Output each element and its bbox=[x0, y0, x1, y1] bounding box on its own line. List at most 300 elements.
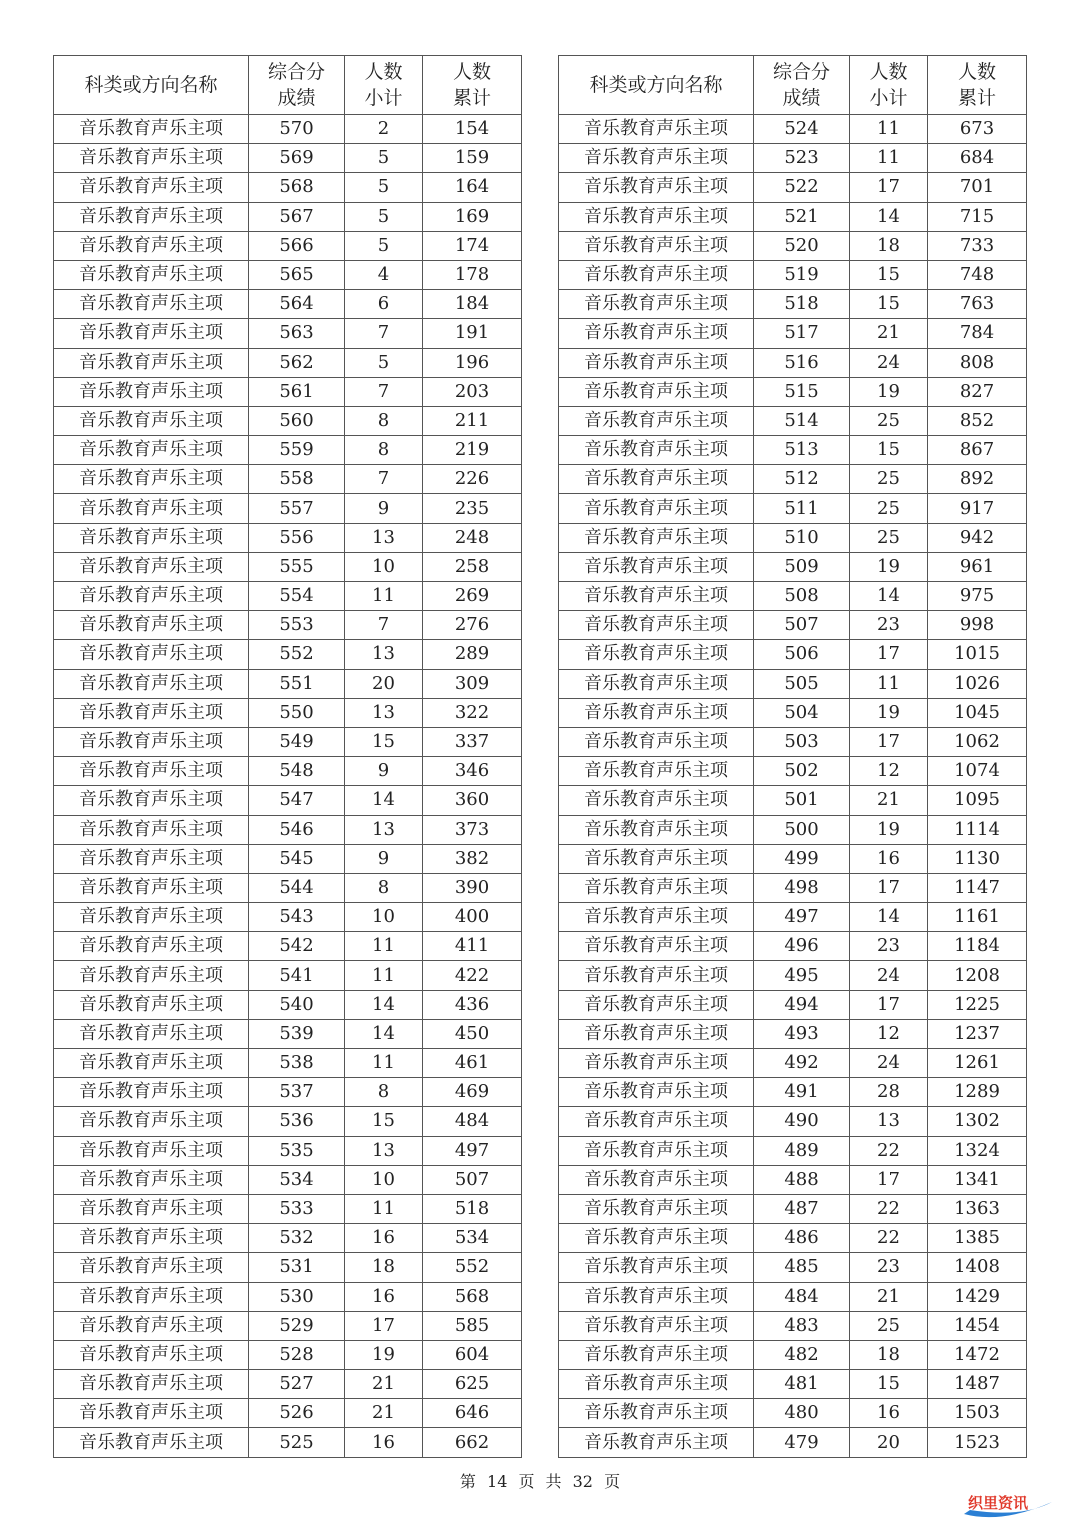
count-cell: 16 bbox=[345, 1428, 423, 1457]
count-cell: 16 bbox=[345, 1224, 423, 1253]
cumulative-cell: 211 bbox=[423, 406, 522, 435]
score-cell: 546 bbox=[249, 815, 345, 844]
cumulative-cell: 1261 bbox=[928, 1049, 1027, 1078]
cumulative-cell: 1184 bbox=[928, 932, 1027, 961]
cumulative-cell: 748 bbox=[928, 260, 1027, 289]
score-cell: 505 bbox=[754, 669, 850, 698]
cumulative-cell: 289 bbox=[423, 640, 522, 669]
score-cell: 568 bbox=[249, 173, 345, 202]
category-cell: 音乐教育声乐主项 bbox=[54, 1399, 249, 1428]
category-cell: 音乐教育声乐主项 bbox=[559, 1224, 754, 1253]
header-name: 科类或方向名称 bbox=[54, 56, 249, 115]
score-cell: 537 bbox=[249, 1078, 345, 1107]
score-cell: 549 bbox=[249, 727, 345, 756]
category-cell: 音乐教育声乐主项 bbox=[54, 1107, 249, 1136]
score-cell: 524 bbox=[754, 115, 850, 144]
count-cell: 16 bbox=[850, 844, 928, 873]
count-cell: 5 bbox=[345, 144, 423, 173]
category-cell: 音乐教育声乐主项 bbox=[559, 815, 754, 844]
table-row bbox=[54, 757, 522, 786]
cumulative-cell: 1114 bbox=[928, 815, 1027, 844]
count-cell: 5 bbox=[345, 173, 423, 202]
count-cell: 14 bbox=[345, 786, 423, 815]
table-row bbox=[54, 1370, 522, 1399]
cumulative-cell: 258 bbox=[423, 552, 522, 581]
count-cell: 24 bbox=[850, 348, 928, 377]
count-cell: 19 bbox=[850, 698, 928, 727]
table-row bbox=[54, 1428, 522, 1457]
score-cell: 529 bbox=[249, 1311, 345, 1340]
score-cell: 487 bbox=[754, 1194, 850, 1223]
category-cell: 音乐教育声乐主项 bbox=[54, 406, 249, 435]
count-cell: 15 bbox=[850, 436, 928, 465]
score-cell: 520 bbox=[754, 231, 850, 260]
cumulative-cell: 1045 bbox=[928, 698, 1027, 727]
table-row bbox=[559, 611, 1027, 640]
watermark-logo bbox=[962, 1488, 1058, 1520]
header-name: 科类或方向名称 bbox=[559, 56, 754, 115]
score-cell: 510 bbox=[754, 523, 850, 552]
category-cell: 音乐教育声乐主项 bbox=[54, 202, 249, 231]
category-cell: 音乐教育声乐主项 bbox=[559, 552, 754, 581]
count-cell: 14 bbox=[850, 582, 928, 611]
category-cell: 音乐教育声乐主项 bbox=[54, 1019, 249, 1048]
category-cell: 音乐教育声乐主项 bbox=[54, 552, 249, 581]
count-cell: 21 bbox=[850, 319, 928, 348]
score-cell: 530 bbox=[249, 1282, 345, 1311]
count-cell: 19 bbox=[850, 377, 928, 406]
table-row bbox=[559, 231, 1027, 260]
count-cell: 14 bbox=[850, 202, 928, 231]
count-cell: 19 bbox=[850, 552, 928, 581]
category-cell: 音乐教育声乐主项 bbox=[559, 202, 754, 231]
score-cell: 531 bbox=[249, 1253, 345, 1282]
cumulative-cell: 975 bbox=[928, 582, 1027, 611]
table-row bbox=[54, 786, 522, 815]
cumulative-cell: 646 bbox=[423, 1399, 522, 1428]
cumulative-cell: 360 bbox=[423, 786, 522, 815]
cumulative-cell: 763 bbox=[928, 290, 1027, 319]
cumulative-cell: 673 bbox=[928, 115, 1027, 144]
category-cell: 音乐教育声乐主项 bbox=[559, 115, 754, 144]
score-cell: 488 bbox=[754, 1165, 850, 1194]
count-cell: 8 bbox=[345, 406, 423, 435]
category-cell: 音乐教育声乐主项 bbox=[559, 1049, 754, 1078]
category-cell: 音乐教育声乐主项 bbox=[559, 844, 754, 873]
score-cell: 551 bbox=[249, 669, 345, 698]
count-cell: 17 bbox=[850, 727, 928, 756]
cumulative-cell: 1225 bbox=[928, 990, 1027, 1019]
table-row bbox=[559, 815, 1027, 844]
score-cell: 541 bbox=[249, 961, 345, 990]
category-cell: 音乐教育声乐主项 bbox=[54, 1224, 249, 1253]
count-cell: 18 bbox=[345, 1253, 423, 1282]
category-cell: 音乐教育声乐主项 bbox=[54, 1078, 249, 1107]
cumulative-cell: 1487 bbox=[928, 1370, 1027, 1399]
category-cell: 音乐教育声乐主项 bbox=[559, 1194, 754, 1223]
category-cell: 音乐教育声乐主项 bbox=[54, 1428, 249, 1457]
cumulative-cell: 1062 bbox=[928, 727, 1027, 756]
table-row bbox=[559, 903, 1027, 932]
score-cell: 501 bbox=[754, 786, 850, 815]
count-cell: 10 bbox=[345, 1165, 423, 1194]
category-cell: 音乐教育声乐主项 bbox=[54, 115, 249, 144]
count-cell: 28 bbox=[850, 1078, 928, 1107]
table-row bbox=[54, 348, 522, 377]
score-cell: 526 bbox=[249, 1399, 345, 1428]
category-cell: 音乐教育声乐主项 bbox=[54, 1311, 249, 1340]
count-cell: 23 bbox=[850, 611, 928, 640]
count-cell: 13 bbox=[345, 523, 423, 552]
score-cell: 494 bbox=[754, 990, 850, 1019]
table-row bbox=[54, 1136, 522, 1165]
cumulative-cell: 461 bbox=[423, 1049, 522, 1078]
table-row bbox=[54, 377, 522, 406]
table-row bbox=[559, 786, 1027, 815]
count-cell: 23 bbox=[850, 932, 928, 961]
cumulative-cell: 382 bbox=[423, 844, 522, 873]
table-row bbox=[559, 1019, 1027, 1048]
count-cell: 15 bbox=[850, 290, 928, 319]
category-cell: 音乐教育声乐主项 bbox=[559, 173, 754, 202]
count-cell: 11 bbox=[345, 961, 423, 990]
count-cell: 17 bbox=[850, 173, 928, 202]
table-row bbox=[559, 348, 1027, 377]
score-cell: 540 bbox=[249, 990, 345, 1019]
category-cell: 音乐教育声乐主项 bbox=[559, 1340, 754, 1369]
count-cell: 7 bbox=[345, 465, 423, 494]
count-cell: 8 bbox=[345, 873, 423, 902]
table-row bbox=[54, 552, 522, 581]
count-cell: 4 bbox=[345, 260, 423, 289]
count-cell: 20 bbox=[850, 1428, 928, 1457]
table-row bbox=[54, 990, 522, 1019]
score-cell: 516 bbox=[754, 348, 850, 377]
count-cell: 12 bbox=[850, 757, 928, 786]
cumulative-cell: 701 bbox=[928, 173, 1027, 202]
table-row bbox=[559, 1194, 1027, 1223]
cumulative-cell: 1523 bbox=[928, 1428, 1027, 1457]
table-row bbox=[559, 552, 1027, 581]
score-cell: 512 bbox=[754, 465, 850, 494]
count-cell: 10 bbox=[345, 552, 423, 581]
cumulative-cell: 1026 bbox=[928, 669, 1027, 698]
category-cell: 音乐教育声乐主项 bbox=[559, 932, 754, 961]
score-cell: 489 bbox=[754, 1136, 850, 1165]
count-cell: 15 bbox=[850, 260, 928, 289]
category-cell: 音乐教育声乐主项 bbox=[54, 436, 249, 465]
logo-text: 织里资讯 bbox=[968, 1494, 1029, 1512]
count-cell: 22 bbox=[850, 1136, 928, 1165]
cumulative-cell: 1429 bbox=[928, 1282, 1027, 1311]
count-cell: 24 bbox=[850, 961, 928, 990]
table-row bbox=[559, 377, 1027, 406]
category-cell: 音乐教育声乐主项 bbox=[559, 698, 754, 727]
cumulative-cell: 1074 bbox=[928, 757, 1027, 786]
cumulative-cell: 390 bbox=[423, 873, 522, 902]
count-cell: 13 bbox=[345, 1136, 423, 1165]
header-cumulative: 人数 累计 bbox=[928, 56, 1027, 115]
category-cell: 音乐教育声乐主项 bbox=[54, 1282, 249, 1311]
table-row bbox=[54, 1340, 522, 1369]
count-cell: 11 bbox=[345, 932, 423, 961]
category-cell: 音乐教育声乐主项 bbox=[559, 640, 754, 669]
category-cell: 音乐教育声乐主项 bbox=[54, 348, 249, 377]
table-row bbox=[54, 698, 522, 727]
count-cell: 16 bbox=[345, 1282, 423, 1311]
count-cell: 11 bbox=[345, 582, 423, 611]
category-cell: 音乐教育声乐主项 bbox=[54, 1340, 249, 1369]
header-cumulative: 人数 累计 bbox=[423, 56, 522, 115]
score-cell: 554 bbox=[249, 582, 345, 611]
score-cell: 480 bbox=[754, 1399, 850, 1428]
score-cell: 496 bbox=[754, 932, 850, 961]
score-cell: 527 bbox=[249, 1370, 345, 1399]
table-row bbox=[54, 465, 522, 494]
count-cell: 7 bbox=[345, 377, 423, 406]
table-row bbox=[54, 582, 522, 611]
table-header-row bbox=[559, 56, 1027, 115]
count-cell: 5 bbox=[345, 348, 423, 377]
table-row bbox=[54, 202, 522, 231]
cumulative-cell: 164 bbox=[423, 173, 522, 202]
cumulative-cell: 450 bbox=[423, 1019, 522, 1048]
cumulative-cell: 942 bbox=[928, 523, 1027, 552]
category-cell: 音乐教育声乐主项 bbox=[559, 903, 754, 932]
category-cell: 音乐教育声乐主项 bbox=[54, 698, 249, 727]
table-row bbox=[54, 844, 522, 873]
score-cell: 534 bbox=[249, 1165, 345, 1194]
table-row bbox=[559, 1370, 1027, 1399]
category-cell: 音乐教育声乐主项 bbox=[559, 377, 754, 406]
score-cell: 566 bbox=[249, 231, 345, 260]
header-count: 人数 小计 bbox=[345, 56, 423, 115]
table-row bbox=[559, 465, 1027, 494]
cumulative-cell: 1161 bbox=[928, 903, 1027, 932]
category-cell: 音乐教育声乐主项 bbox=[559, 1107, 754, 1136]
score-cell: 504 bbox=[754, 698, 850, 727]
cumulative-cell: 1130 bbox=[928, 844, 1027, 873]
category-cell: 音乐教育声乐主项 bbox=[559, 582, 754, 611]
header-score: 综合分 成绩 bbox=[249, 56, 345, 115]
table-row bbox=[559, 1049, 1027, 1078]
table-row bbox=[559, 990, 1027, 1019]
cumulative-cell: 219 bbox=[423, 436, 522, 465]
table-row bbox=[559, 844, 1027, 873]
table-row bbox=[54, 523, 522, 552]
cumulative-cell: 322 bbox=[423, 698, 522, 727]
category-cell: 音乐教育声乐主项 bbox=[559, 260, 754, 289]
score-cell: 533 bbox=[249, 1194, 345, 1223]
cumulative-cell: 1454 bbox=[928, 1311, 1027, 1340]
category-cell: 音乐教育声乐主项 bbox=[54, 611, 249, 640]
category-cell: 音乐教育声乐主项 bbox=[54, 786, 249, 815]
count-cell: 21 bbox=[850, 786, 928, 815]
cumulative-cell: 1208 bbox=[928, 961, 1027, 990]
count-cell: 11 bbox=[850, 144, 928, 173]
table-row bbox=[54, 1107, 522, 1136]
cumulative-cell: 337 bbox=[423, 727, 522, 756]
count-cell: 25 bbox=[850, 465, 928, 494]
score-cell: 511 bbox=[754, 494, 850, 523]
page-footer: 第 14 页 共 32 页 bbox=[459, 1472, 621, 1491]
category-cell: 音乐教育声乐主项 bbox=[559, 1428, 754, 1457]
category-cell: 音乐教育声乐主项 bbox=[54, 757, 249, 786]
header-score: 综合分 成绩 bbox=[754, 56, 850, 115]
cumulative-cell: 373 bbox=[423, 815, 522, 844]
count-cell: 23 bbox=[850, 1253, 928, 1282]
score-cell: 538 bbox=[249, 1049, 345, 1078]
count-cell: 6 bbox=[345, 290, 423, 319]
count-cell: 11 bbox=[850, 669, 928, 698]
cumulative-cell: 808 bbox=[928, 348, 1027, 377]
category-cell: 音乐教育声乐主项 bbox=[559, 727, 754, 756]
cumulative-cell: 552 bbox=[423, 1253, 522, 1282]
score-cell: 482 bbox=[754, 1340, 850, 1369]
category-cell: 音乐教育声乐主项 bbox=[559, 1282, 754, 1311]
cumulative-cell: 178 bbox=[423, 260, 522, 289]
cumulative-cell: 1503 bbox=[928, 1399, 1027, 1428]
table-row bbox=[54, 260, 522, 289]
category-cell: 音乐教育声乐主项 bbox=[559, 873, 754, 902]
cumulative-cell: 534 bbox=[423, 1224, 522, 1253]
count-cell: 11 bbox=[345, 1049, 423, 1078]
table-row bbox=[54, 144, 522, 173]
table-row bbox=[54, 727, 522, 756]
table-row bbox=[559, 698, 1027, 727]
table-row bbox=[559, 727, 1027, 756]
cumulative-cell: 497 bbox=[423, 1136, 522, 1165]
count-cell: 21 bbox=[345, 1370, 423, 1399]
table-row bbox=[54, 669, 522, 698]
cumulative-cell: 1147 bbox=[928, 873, 1027, 902]
score-cell: 515 bbox=[754, 377, 850, 406]
score-cell: 564 bbox=[249, 290, 345, 319]
table-row bbox=[54, 290, 522, 319]
table-row bbox=[559, 523, 1027, 552]
table-row bbox=[54, 1311, 522, 1340]
table-row bbox=[54, 1019, 522, 1048]
category-cell: 音乐教育声乐主项 bbox=[54, 290, 249, 319]
score-cell: 500 bbox=[754, 815, 850, 844]
score-cell: 548 bbox=[249, 757, 345, 786]
category-cell: 音乐教育声乐主项 bbox=[559, 1253, 754, 1282]
table-row bbox=[559, 961, 1027, 990]
category-cell: 音乐教育声乐主项 bbox=[559, 231, 754, 260]
table-row bbox=[559, 1107, 1027, 1136]
table-row bbox=[559, 144, 1027, 173]
cumulative-cell: 917 bbox=[928, 494, 1027, 523]
score-cell: 497 bbox=[754, 903, 850, 932]
category-cell: 音乐教育声乐主项 bbox=[559, 757, 754, 786]
cumulative-cell: 309 bbox=[423, 669, 522, 698]
score-cell: 544 bbox=[249, 873, 345, 902]
table-row bbox=[54, 873, 522, 902]
count-cell: 17 bbox=[850, 873, 928, 902]
table-row bbox=[559, 1428, 1027, 1457]
category-cell: 音乐教育声乐主项 bbox=[559, 961, 754, 990]
cumulative-cell: 585 bbox=[423, 1311, 522, 1340]
count-cell: 17 bbox=[850, 990, 928, 1019]
score-cell: 493 bbox=[754, 1019, 850, 1048]
cumulative-cell: 269 bbox=[423, 582, 522, 611]
score-table-left bbox=[53, 55, 522, 1458]
category-cell: 音乐教育声乐主项 bbox=[559, 465, 754, 494]
score-cell: 525 bbox=[249, 1428, 345, 1457]
cumulative-cell: 852 bbox=[928, 406, 1027, 435]
count-cell: 14 bbox=[345, 1019, 423, 1048]
category-cell: 音乐教育声乐主项 bbox=[54, 173, 249, 202]
count-cell: 20 bbox=[345, 669, 423, 698]
cumulative-cell: 248 bbox=[423, 523, 522, 552]
table-row bbox=[54, 1078, 522, 1107]
count-cell: 25 bbox=[850, 1311, 928, 1340]
count-cell: 22 bbox=[850, 1194, 928, 1223]
table-header-row bbox=[54, 56, 522, 115]
category-cell: 音乐教育声乐主项 bbox=[54, 465, 249, 494]
score-cell: 483 bbox=[754, 1311, 850, 1340]
category-cell: 音乐教育声乐主项 bbox=[54, 727, 249, 756]
category-cell: 音乐教育声乐主项 bbox=[559, 523, 754, 552]
table-row bbox=[54, 815, 522, 844]
cumulative-cell: 203 bbox=[423, 377, 522, 406]
cumulative-cell: 715 bbox=[928, 202, 1027, 231]
table-row bbox=[54, 173, 522, 202]
cumulative-cell: 191 bbox=[423, 319, 522, 348]
score-cell: 539 bbox=[249, 1019, 345, 1048]
score-cell: 561 bbox=[249, 377, 345, 406]
score-cell: 523 bbox=[754, 144, 850, 173]
count-cell: 15 bbox=[345, 727, 423, 756]
cumulative-cell: 625 bbox=[423, 1370, 522, 1399]
count-cell: 17 bbox=[850, 1165, 928, 1194]
table-row bbox=[54, 611, 522, 640]
category-cell: 音乐教育声乐主项 bbox=[54, 319, 249, 348]
cumulative-cell: 507 bbox=[423, 1165, 522, 1194]
cumulative-cell: 961 bbox=[928, 552, 1027, 581]
category-cell: 音乐教育声乐主项 bbox=[54, 260, 249, 289]
cumulative-cell: 1408 bbox=[928, 1253, 1027, 1282]
score-cell: 536 bbox=[249, 1107, 345, 1136]
cumulative-cell: 174 bbox=[423, 231, 522, 260]
category-cell: 音乐教育声乐主项 bbox=[54, 231, 249, 260]
table-row bbox=[559, 582, 1027, 611]
table-row bbox=[54, 1253, 522, 1282]
category-cell: 音乐教育声乐主项 bbox=[559, 348, 754, 377]
table-row bbox=[559, 1224, 1027, 1253]
score-cell: 558 bbox=[249, 465, 345, 494]
score-cell: 553 bbox=[249, 611, 345, 640]
score-cell: 535 bbox=[249, 1136, 345, 1165]
score-cell: 552 bbox=[249, 640, 345, 669]
cumulative-cell: 1341 bbox=[928, 1165, 1027, 1194]
table-row bbox=[54, 1399, 522, 1428]
count-cell: 21 bbox=[345, 1399, 423, 1428]
table-row bbox=[559, 406, 1027, 435]
table-row bbox=[559, 202, 1027, 231]
cumulative-cell: 235 bbox=[423, 494, 522, 523]
category-cell: 音乐教育声乐主项 bbox=[54, 640, 249, 669]
category-cell: 音乐教育声乐主项 bbox=[559, 1370, 754, 1399]
cumulative-cell: 998 bbox=[928, 611, 1027, 640]
table-row bbox=[54, 319, 522, 348]
table-row bbox=[559, 1340, 1027, 1369]
table-row bbox=[559, 873, 1027, 902]
count-cell: 18 bbox=[850, 1340, 928, 1369]
score-cell: 560 bbox=[249, 406, 345, 435]
score-cell: 532 bbox=[249, 1224, 345, 1253]
cumulative-cell: 159 bbox=[423, 144, 522, 173]
